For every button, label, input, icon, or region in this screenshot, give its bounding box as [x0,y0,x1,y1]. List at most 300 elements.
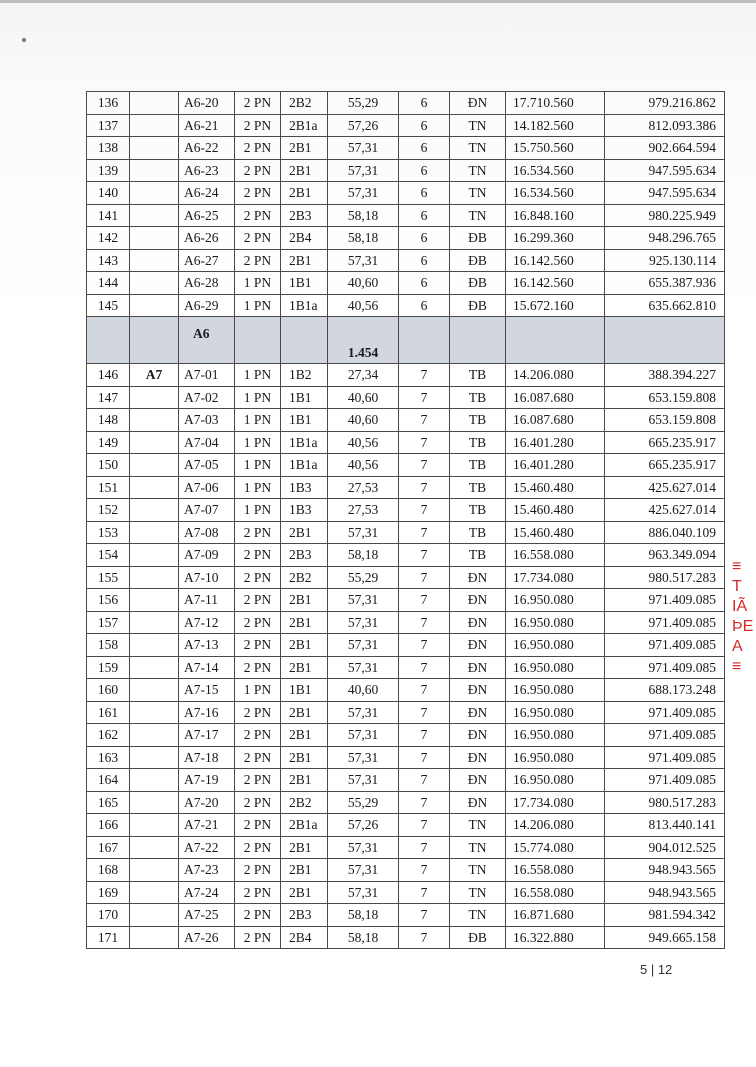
unit-model-cell: 1B2 [281,364,328,387]
table-row [87,791,725,814]
table-row [87,476,725,499]
block-cell [130,566,179,589]
total-price-cell: 979.216.862 [605,92,725,115]
unit-code-cell: A6-25 [179,204,235,227]
table-row [87,769,725,792]
row-number-cell: 167 [87,836,130,859]
unit-model-cell: 2B1 [281,836,328,859]
floor-cell: 7 [399,611,450,634]
direction-cell: TN [450,881,506,904]
floor-cell: 7 [399,859,450,882]
unit-model-cell: 2B3 [281,544,328,567]
row-number-cell: 152 [87,499,130,522]
total-price-cell: 655.387.936 [605,272,725,295]
total-price-cell: 653.159.808 [605,386,725,409]
unit-price-cell: 15.774.080 [506,836,605,859]
floor-cell: 6 [399,227,450,250]
area-cell: 27,34 [328,364,399,387]
row-number-cell: 147 [87,386,130,409]
bedroom-type-cell: 1 PN [235,431,281,454]
unit-model-cell: 1B1 [281,272,328,295]
block-cell [130,724,179,747]
area-cell: 57,31 [328,634,399,657]
direction-cell: ĐN [450,589,506,612]
unit-price-cell: 16.087.680 [506,386,605,409]
bedroom-type-cell: 2 PN [235,137,281,160]
floor-cell: 7 [399,499,450,522]
unit-code-cell: A7-12 [179,611,235,634]
floor-cell: 6 [399,249,450,272]
unit-model-cell: 2B1 [281,521,328,544]
area-cell: 58,18 [328,904,399,927]
total-price-cell: 963.349.094 [605,544,725,567]
subtotal-cell-empty [506,317,605,364]
stamp-text: ≡ [732,658,742,675]
unit-model-cell: 1B3 [281,476,328,499]
direction-cell: ĐB [450,926,506,949]
bedroom-type-cell: 1 PN [235,294,281,317]
row-number-cell: 166 [87,814,130,837]
row-number-cell: 159 [87,656,130,679]
total-price-cell: 971.409.085 [605,746,725,769]
row-number-cell: 157 [87,611,130,634]
table-row [87,611,725,634]
area-cell: 57,31 [328,589,399,612]
direction-cell: ĐB [450,272,506,295]
direction-cell: ĐB [450,294,506,317]
row-number-cell: 139 [87,159,130,182]
unit-price-cell: 15.460.480 [506,499,605,522]
floor-cell: 7 [399,634,450,657]
table-body-a6 [87,92,725,317]
unit-price-cell: 16.401.280 [506,454,605,477]
area-cell: 57,31 [328,521,399,544]
unit-price-cell: 16.848.160 [506,204,605,227]
row-number-cell: 153 [87,521,130,544]
unit-code-cell: A6-27 [179,249,235,272]
table-row [87,386,725,409]
unit-price-cell: 15.750.560 [506,137,605,160]
total-price-cell: 425.627.014 [605,476,725,499]
bedroom-type-cell: 2 PN [235,656,281,679]
bedroom-type-cell: 2 PN [235,159,281,182]
table-row [87,159,725,182]
unit-model-cell: 2B1 [281,881,328,904]
unit-code-cell: A7-14 [179,656,235,679]
area-cell: 57,31 [328,182,399,205]
unit-model-cell: 2B1 [281,182,328,205]
direction-cell: ĐB [450,249,506,272]
unit-price-cell: 17.734.080 [506,566,605,589]
bedroom-type-cell: 2 PN [235,114,281,137]
area-cell: 57,31 [328,159,399,182]
area-cell: 57,26 [328,114,399,137]
bedroom-type-cell: 2 PN [235,521,281,544]
floor-cell: 7 [399,881,450,904]
unit-price-cell: 16.558.080 [506,881,605,904]
stamp-text: ÞE [732,618,754,635]
direction-cell: TB [450,521,506,544]
unit-model-cell: 2B1 [281,701,328,724]
total-price-cell: 904.012.525 [605,836,725,859]
row-number-cell: 165 [87,791,130,814]
subtotal-cell-empty [605,317,725,364]
bedroom-type-cell: 2 PN [235,634,281,657]
area-cell: 57,31 [328,137,399,160]
stamp-text: IÃ [732,598,748,615]
block-cell: A7 [130,364,179,387]
floor-cell: 6 [399,204,450,227]
area-cell: 57,31 [328,859,399,882]
unit-code-cell: A7-02 [179,386,235,409]
unit-code-cell: A7-16 [179,701,235,724]
unit-model-cell: 2B1 [281,249,328,272]
floor-cell: 7 [399,836,450,859]
bedroom-type-cell: 2 PN [235,859,281,882]
floor-cell: 7 [399,926,450,949]
bedroom-type-cell: 2 PN [235,814,281,837]
stamp-text: ≡ [732,558,742,575]
area-cell: 55,29 [328,566,399,589]
unit-model-cell: 2B2 [281,566,328,589]
unit-price-cell: 16.558.080 [506,544,605,567]
direction-cell: TB [450,476,506,499]
floor-cell: 7 [399,431,450,454]
unit-price-cell: 15.460.480 [506,476,605,499]
unit-price-cell: 14.182.560 [506,114,605,137]
total-price-cell: 688.173.248 [605,679,725,702]
floor-cell: 7 [399,386,450,409]
block-cell [130,814,179,837]
total-price-cell: 947.595.634 [605,159,725,182]
total-price-cell: 388.394.227 [605,364,725,387]
unit-code-cell: A7-10 [179,566,235,589]
table-row [87,836,725,859]
unit-model-cell: 2B1a [281,814,328,837]
unit-model-cell: 2B4 [281,227,328,250]
block-cell [130,249,179,272]
table-row [87,499,725,522]
bedroom-type-cell: 2 PN [235,204,281,227]
row-number-cell: 142 [87,227,130,250]
direction-cell: ĐN [450,679,506,702]
floor-cell: 7 [399,656,450,679]
floor-cell: 7 [399,589,450,612]
area-cell: 40,60 [328,409,399,432]
floor-cell: 6 [399,272,450,295]
apartment-price-table-container [86,91,725,949]
bedroom-type-cell: 2 PN [235,589,281,612]
unit-code-cell: A7-07 [179,499,235,522]
bedroom-type-cell: 1 PN [235,409,281,432]
floor-cell: 7 [399,791,450,814]
row-number-cell: 171 [87,926,130,949]
unit-code-cell: A6-23 [179,159,235,182]
total-price-cell: 971.409.085 [605,589,725,612]
table-row [87,544,725,567]
total-price-cell: 947.595.634 [605,182,725,205]
area-cell: 57,31 [328,724,399,747]
floor-cell: 7 [399,454,450,477]
unit-model-cell: 1B1a [281,431,328,454]
bedroom-type-cell: 2 PN [235,791,281,814]
total-price-cell: 948.296.765 [605,227,725,250]
unit-code-cell: A6-29 [179,294,235,317]
area-cell: 57,31 [328,611,399,634]
table-row [87,294,725,317]
direction-cell: TN [450,159,506,182]
unit-model-cell: 1B1a [281,294,328,317]
block-cell [130,114,179,137]
row-number-cell: 138 [87,137,130,160]
block-cell [130,926,179,949]
unit-code-cell: A6-28 [179,272,235,295]
unit-code-cell: A7-24 [179,881,235,904]
block-cell [130,137,179,160]
unit-model-cell: 2B1 [281,656,328,679]
unit-price-cell: 16.950.080 [506,656,605,679]
table-row [87,746,725,769]
table-body-a7 [87,364,725,949]
table-row [87,904,725,927]
unit-code-cell: A7-03 [179,409,235,432]
scan-speck [22,38,26,42]
block-cell [130,272,179,295]
unit-model-cell: 2B1 [281,137,328,160]
bedroom-type-cell: 2 PN [235,701,281,724]
unit-price-cell: 14.206.080 [506,814,605,837]
row-number-cell: 151 [87,476,130,499]
unit-code-cell: A7-22 [179,836,235,859]
bedroom-type-cell: 2 PN [235,249,281,272]
block-cell [130,904,179,927]
bedroom-type-cell: 2 PN [235,611,281,634]
unit-price-cell: 16.299.360 [506,227,605,250]
block-cell [130,859,179,882]
block-cell [130,204,179,227]
table-row [87,454,725,477]
floor-cell: 7 [399,544,450,567]
bedroom-type-cell: 1 PN [235,679,281,702]
block-cell [130,454,179,477]
area-cell: 57,31 [328,249,399,272]
table-body-subtotal [87,317,725,364]
block-cell [130,386,179,409]
table-row [87,227,725,250]
row-number-cell: 164 [87,769,130,792]
block-cell [130,679,179,702]
area-cell: 57,31 [328,881,399,904]
unit-model-cell: 2B4 [281,926,328,949]
floor-cell: 7 [399,814,450,837]
page-number: 5 | 12 [640,962,673,977]
unit-code-cell: A7-05 [179,454,235,477]
unit-model-cell: 2B1a [281,114,328,137]
unit-model-cell: 2B1 [281,611,328,634]
direction-cell: TN [450,859,506,882]
table-row [87,431,725,454]
row-number-cell: 137 [87,114,130,137]
direction-cell: TN [450,114,506,137]
unit-model-cell: 1B1 [281,679,328,702]
floor-cell: 7 [399,679,450,702]
unit-code-cell: A7-23 [179,859,235,882]
unit-price-cell: 16.950.080 [506,611,605,634]
direction-cell: TB [450,499,506,522]
total-price-cell: 948.943.565 [605,881,725,904]
unit-code-cell: A6-20 [179,92,235,115]
block-cell [130,294,179,317]
block-cell [130,521,179,544]
bedroom-type-cell: 2 PN [235,92,281,115]
unit-price-cell: 14.206.080 [506,364,605,387]
unit-price-cell: 16.558.080 [506,859,605,882]
table-row [87,679,725,702]
bedroom-type-cell: 1 PN [235,272,281,295]
area-cell: 57,31 [328,836,399,859]
subtotal-cell-empty [235,317,281,364]
unit-code-cell: A6-26 [179,227,235,250]
unit-model-cell: 1B1 [281,386,328,409]
area-cell: 40,56 [328,431,399,454]
bedroom-type-cell: 2 PN [235,836,281,859]
block-cell [130,836,179,859]
floor-cell: 7 [399,904,450,927]
unit-code-cell: A7-13 [179,634,235,657]
row-number-cell: 136 [87,92,130,115]
table-row [87,724,725,747]
unit-code-cell: A6-21 [179,114,235,137]
bedroom-type-cell: 2 PN [235,746,281,769]
table-row [87,814,725,837]
block-cell [130,476,179,499]
unit-price-cell: 16.950.080 [506,634,605,657]
area-cell: 58,18 [328,204,399,227]
total-price-cell: 653.159.808 [605,409,725,432]
unit-model-cell: 2B2 [281,791,328,814]
floor-cell: 7 [399,701,450,724]
direction-cell: ĐB [450,227,506,250]
area-cell: 58,18 [328,544,399,567]
table-row [87,249,725,272]
block-cell [130,409,179,432]
area-cell: 55,29 [328,791,399,814]
unit-code-cell: A7-06 [179,476,235,499]
area-cell: 40,60 [328,679,399,702]
red-stamp-fragment [732,557,756,697]
area-cell: 57,31 [328,656,399,679]
row-number-cell: 155 [87,566,130,589]
total-price-cell: 665.235.917 [605,431,725,454]
direction-cell: TB [450,409,506,432]
unit-price-cell: 15.672.160 [506,294,605,317]
unit-price-cell: 16.142.560 [506,249,605,272]
bedroom-type-cell: 2 PN [235,724,281,747]
row-number-cell: 143 [87,249,130,272]
subtotal-label: A6 [179,317,235,364]
table-row [87,364,725,387]
table-row [87,926,725,949]
row-number-cell: 154 [87,544,130,567]
bedroom-type-cell: 1 PN [235,476,281,499]
row-number-cell: 168 [87,859,130,882]
direction-cell: TN [450,204,506,227]
area-cell: 57,26 [328,814,399,837]
unit-code-cell: A7-26 [179,926,235,949]
unit-model-cell: 2B1 [281,589,328,612]
floor-cell: 7 [399,746,450,769]
direction-cell: TN [450,904,506,927]
block-cell [130,544,179,567]
unit-model-cell: 2B2 [281,92,328,115]
area-cell: 58,18 [328,926,399,949]
subtotal-area: 1.454 [328,317,399,364]
floor-cell: 6 [399,182,450,205]
unit-code-cell: A7-19 [179,769,235,792]
block-cell [130,227,179,250]
block-cell [130,431,179,454]
table-row [87,92,725,115]
total-price-cell: 925.130.114 [605,249,725,272]
subtotal-cell-empty [87,317,130,364]
area-cell: 58,18 [328,227,399,250]
floor-cell: 6 [399,114,450,137]
unit-model-cell: 1B1 [281,409,328,432]
bedroom-type-cell: 2 PN [235,182,281,205]
bedroom-type-cell: 2 PN [235,904,281,927]
table-row [87,859,725,882]
direction-cell: ĐN [450,656,506,679]
area-cell: 40,56 [328,454,399,477]
unit-model-cell: 2B3 [281,204,328,227]
unit-price-cell: 16.401.280 [506,431,605,454]
unit-price-cell: 15.460.480 [506,521,605,544]
bedroom-type-cell: 2 PN [235,769,281,792]
direction-cell: TN [450,836,506,859]
bedroom-type-cell: 2 PN [235,881,281,904]
direction-cell: TB [450,454,506,477]
row-number-cell: 162 [87,724,130,747]
floor-cell: 7 [399,521,450,544]
direction-cell: TN [450,182,506,205]
unit-code-cell: A7-08 [179,521,235,544]
floor-cell: 6 [399,137,450,160]
direction-cell: TN [450,137,506,160]
table-row [87,701,725,724]
direction-cell: ĐN [450,791,506,814]
floor-cell: 7 [399,409,450,432]
row-number-cell: 149 [87,431,130,454]
unit-price-cell: 16.534.560 [506,159,605,182]
unit-price-cell: 16.142.560 [506,272,605,295]
stamp-text: T [732,578,742,595]
table-row [87,589,725,612]
total-price-cell: 425.627.014 [605,499,725,522]
direction-cell: TN [450,814,506,837]
subtotal-cell-empty [399,317,450,364]
unit-code-cell: A7-09 [179,544,235,567]
bedroom-type-cell: 1 PN [235,499,281,522]
unit-price-cell: 16.871.680 [506,904,605,927]
unit-price-cell: 16.950.080 [506,746,605,769]
direction-cell: ĐN [450,746,506,769]
unit-code-cell: A7-25 [179,904,235,927]
apartment-price-table [86,91,725,949]
direction-cell: ĐN [450,92,506,115]
floor-cell: 7 [399,476,450,499]
unit-model-cell: 2B1 [281,159,328,182]
row-number-cell: 161 [87,701,130,724]
